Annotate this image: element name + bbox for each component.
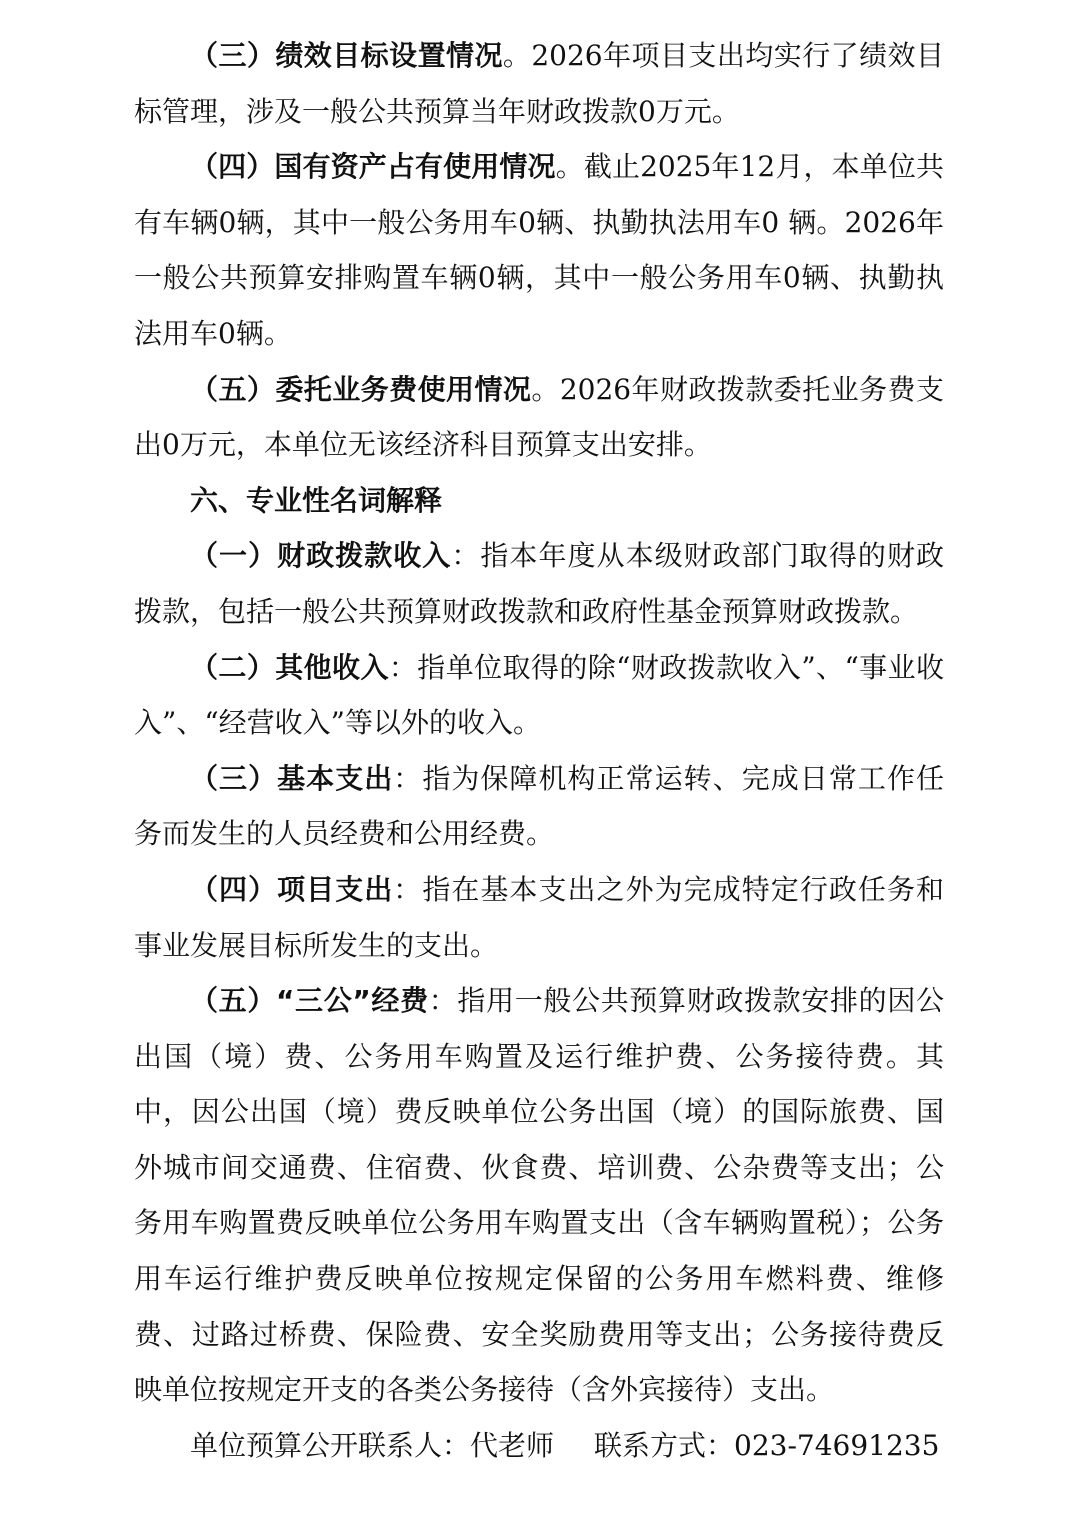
- definition-term: （三）基本支出: [190, 761, 394, 795]
- contact-line: [134, 1418, 944, 1474]
- document-page: [134, 28, 944, 1473]
- contact-person: 单位预算公开联系人：代老师: [190, 1428, 555, 1462]
- paragraph-body: 。截止2025年12月，本单位共有车辆0辆，其中一般公务用车0辆、执勤执法用车0 辆。2026年一般公共预算安排购置车辆0辆，其中一般公务用车0辆、执勤执法用车0辆。: [134, 150, 944, 350]
- contact-phone: 联系方式：023-74691235: [594, 1428, 940, 1462]
- paragraph-body: 。2026年财政拨款委托业务费支出0万元，本单位无该经济科目预算支出安排。: [134, 372, 944, 462]
- definition-basic-expenditure: [134, 751, 944, 862]
- definition-body: ：指本年度从本级财政部门取得的财政拨款，包括一般公共预算财政拨款和政府性基金预算财政拨款。: [134, 539, 944, 628]
- paragraph-lead: （四）国有资产占有使用情况: [190, 150, 556, 184]
- definition-other-income: [134, 640, 944, 751]
- definition-fiscal-appropriation-income: [134, 528, 944, 639]
- paragraph-lead: （三）绩效目标设置情况: [190, 39, 503, 72]
- paragraph-commissioned-fees: [134, 362, 944, 473]
- definition-body: ：指为保障机构正常运转、完成日常工作任务而发生的人员经费和公用经费。: [134, 761, 944, 851]
- definition-body: ：指在基本支出之外为完成特定行政任务和事业发展目标所发生的支出。: [134, 872, 944, 962]
- paragraph-body: 。2026年项目支出均实行了绩效目标管理，涉及一般公共预算当年财政拨款0万元。: [134, 39, 944, 128]
- paragraph-lead: （五）委托业务费使用情况: [190, 372, 532, 406]
- definition-term: （二）其他收入: [190, 650, 389, 684]
- definition-three-public-expenses: [134, 973, 944, 1418]
- definition-term: （一）财政拨款收入: [190, 539, 452, 573]
- definition-term: （四）项目支出: [190, 872, 394, 906]
- definition-body: ：指单位取得的除“财政拨款收入”、“事业收入”、“经营收入”等以外的收入。: [134, 650, 944, 740]
- definition-body: ：指用一般公共预算财政拨款安排的因公出国（境）费、公务用车购置及运行维护费、公务接待费。其中，因公出国（境）费反映单位公务出国（境）的国际旅费、国外城市间交通费、住宿费、伙食费、培训费、公杂费等支出；公务用车购置费反映单位公务用车购置支出（含车辆购置税）；公务用车运行维护费反映单位按规定保留的公务用车燃料费、维修费、过路过桥费、保险费、安全奖励费用等支出；公务接待费反映单位按规定开支的各类公务接待（含外宾接待）支出。: [134, 984, 944, 1407]
- definition-project-expenditure: [134, 862, 944, 973]
- definition-term: （五）“三公”经费: [190, 984, 429, 1018]
- paragraph-performance-targets: [134, 28, 944, 139]
- paragraph-state-assets: [134, 139, 944, 361]
- section-heading-terms: 六、专业性名词解释: [190, 483, 443, 517]
